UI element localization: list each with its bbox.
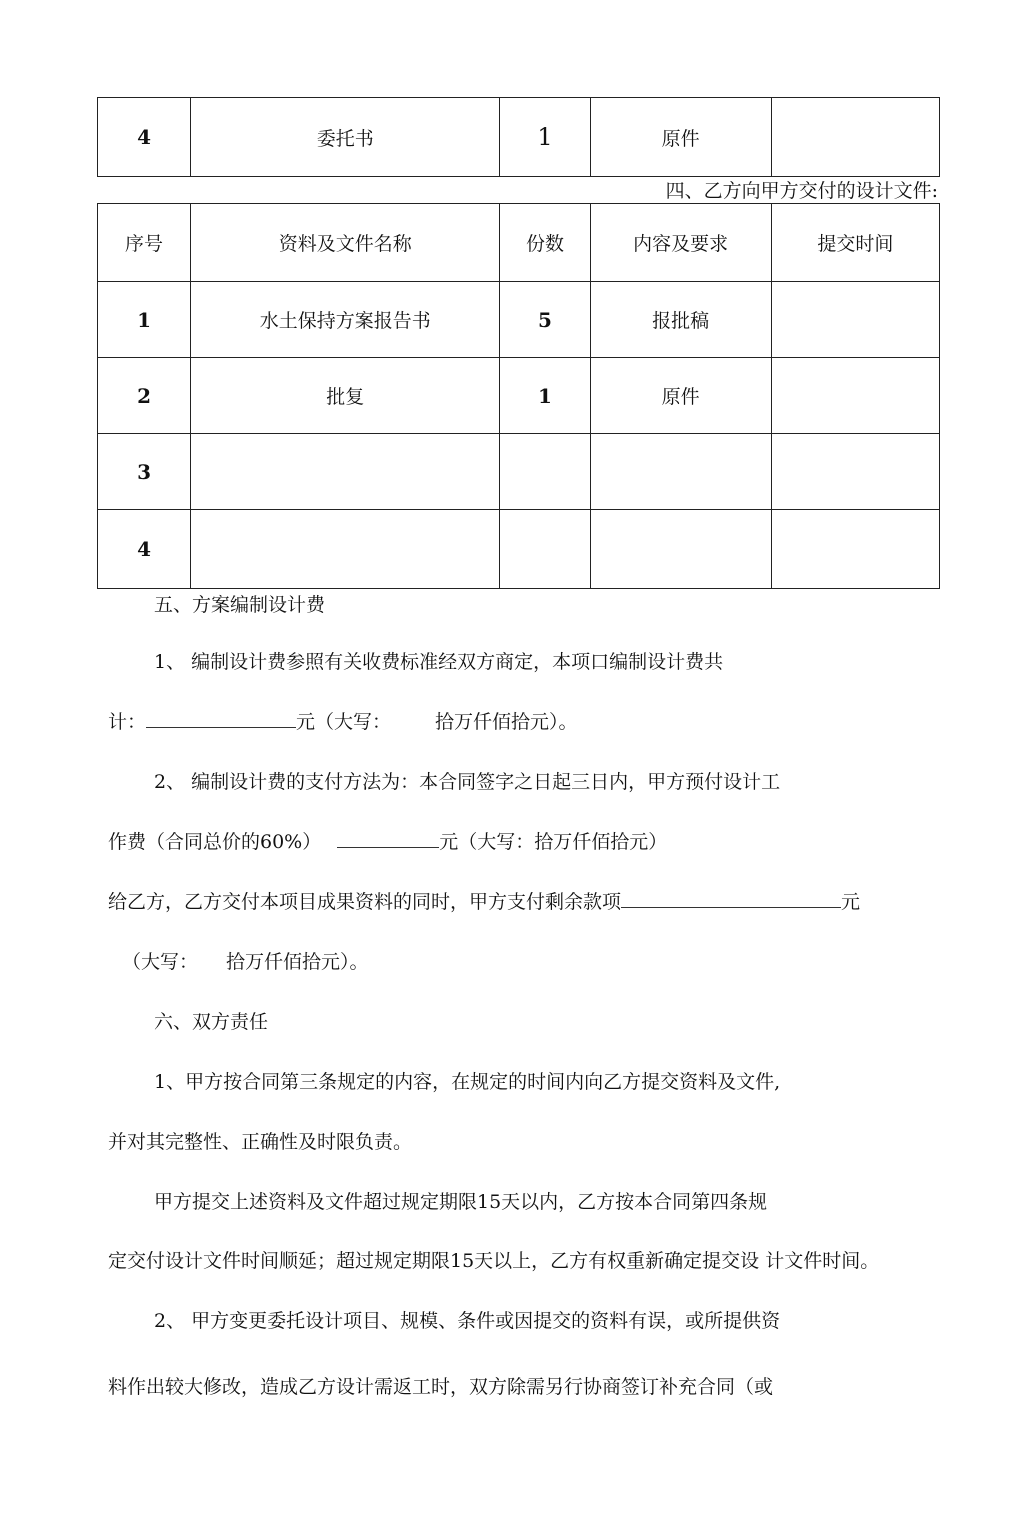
cell-qty: 1 [500, 358, 590, 434]
cell-time [771, 510, 939, 589]
cell-no: 4 [98, 510, 191, 589]
section6-para1-line2: 并对其完整性、正确性及时限负责。 [108, 1131, 413, 1153]
section5-heading: 五、方案编制设计费 [154, 594, 326, 616]
text-segment: 作费（合同总价的60%） [108, 831, 322, 853]
cell-req [590, 510, 771, 589]
cell-req: 原件 [590, 358, 771, 434]
section5-para1-line2 [108, 707, 578, 734]
cell-req: 原件 [590, 98, 771, 177]
cell-time [771, 358, 939, 434]
text-segment: 计： [108, 711, 147, 733]
table-row [98, 282, 940, 358]
cell-qty: 5 [500, 282, 590, 358]
text-segment: 拾万仟佰拾元）。 [435, 711, 578, 733]
text-segment: 给乙方，乙方交付本项目成果资料的同时，甲方支付剩余款项 [108, 891, 622, 913]
cell-no: 1 [98, 282, 191, 358]
section6-para3-line2: 料作出较大修改，造成乙方设计需返工时，双方除需另行协商签订补充合同（或 [108, 1376, 774, 1398]
text-segment: 元（大写：拾万仟佰拾元） [439, 831, 668, 853]
cell-qty: 1 [500, 98, 590, 177]
header-req: 内容及要求 [590, 204, 771, 282]
header-time: 提交时间 [771, 204, 939, 282]
table-row [98, 434, 940, 510]
section6-para2-line1: 甲方提交上述资料及文件超过规定期限15天以内，乙方按本合同第四条规 [154, 1191, 768, 1213]
section5-para2-line3 [108, 887, 860, 914]
section6-para2-line2: 定交付设计文件时间顺延；超过规定期限15天以上，乙方有权重新确定提交设 计文件时间。 [108, 1250, 880, 1272]
cell-name: 委托书 [191, 98, 500, 177]
previous-table [97, 97, 940, 177]
cell-time [771, 434, 939, 510]
section6-para1-line1: 1、甲方按合同第三条规定的内容，在规定的时间内向乙方提交资料及文件, [154, 1071, 781, 1093]
table-header-row [98, 204, 940, 282]
text-segment: 元 [841, 891, 861, 913]
section5-para2-line4 [122, 947, 369, 974]
cell-name: 批复 [191, 358, 500, 434]
cell-qty [500, 510, 590, 589]
table-row [98, 358, 940, 434]
cell-name [191, 510, 500, 589]
cell-no: 2 [98, 358, 191, 434]
table-row [98, 98, 940, 177]
fill-blank [146, 709, 296, 728]
text-segment: 元（大写： [296, 711, 392, 733]
cell-name: 水土保持方案报告书 [191, 282, 500, 358]
section6-para3-line1: 2、 甲方变更委托设计项目、规模、条件或因提交的资料有误，或所提供资 [154, 1310, 781, 1332]
header-name: 资料及文件名称 [191, 204, 500, 282]
cell-time [771, 98, 939, 177]
section5-para1-line1: 1、 编制设计费参照有关收费标准经双方商定，本项口编制设计费共 [154, 651, 724, 673]
header-no: 序号 [98, 204, 191, 282]
section5-para2-line1: 2、 编制设计费的支付方法为：本合同签字之日起三日内，甲方预付设计工 [154, 771, 781, 793]
cell-name [191, 434, 500, 510]
cell-no: 4 [98, 98, 191, 177]
fill-blank [621, 889, 841, 908]
cell-qty [500, 434, 590, 510]
fill-blank [337, 829, 439, 848]
header-qty: 份数 [500, 204, 590, 282]
cell-req [590, 434, 771, 510]
cell-no: 3 [98, 434, 191, 510]
cell-req: 报批稿 [590, 282, 771, 358]
deliverables-table [97, 203, 940, 589]
section5-para2-line2 [108, 827, 667, 854]
table-row [98, 510, 940, 589]
section6-heading: 六、双方责任 [154, 1011, 269, 1033]
cell-time [771, 282, 939, 358]
section4-heading: 四、乙方向甲方交付的设计文件: [665, 180, 938, 202]
text-segment: 拾万仟佰拾元）。 [226, 951, 369, 973]
text-segment: （大写： [122, 951, 199, 973]
